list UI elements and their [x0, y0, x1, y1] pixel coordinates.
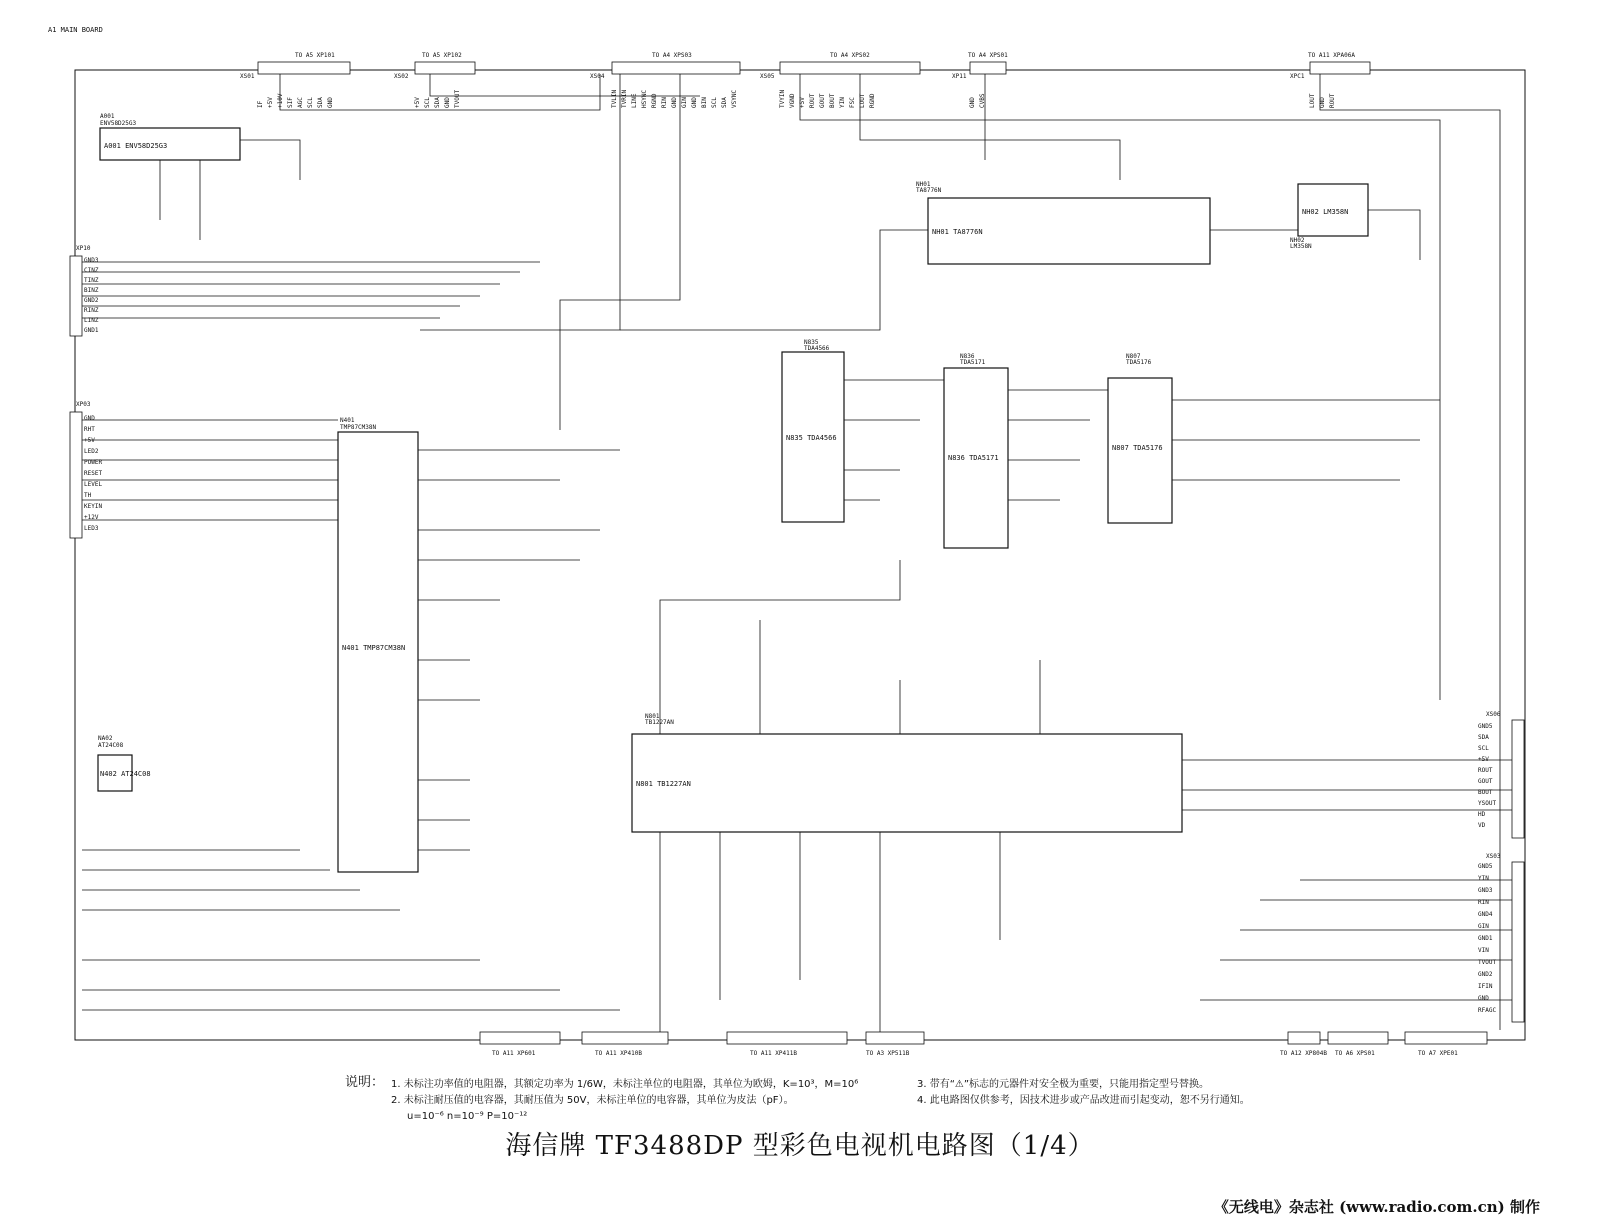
svg-text:XS01: XS01 — [240, 73, 255, 80]
pin-xs06-9: VD — [1478, 822, 1486, 829]
pin-xs02-3: GND — [444, 97, 451, 108]
svg-text:ENV58D25G3: ENV58D25G3 — [100, 120, 137, 127]
svg-text:N807: N807 — [1126, 353, 1141, 360]
svg-text:TDA4566: TDA4566 — [804, 345, 830, 352]
svg-text:N835: N835 — [804, 339, 819, 346]
pin-xs01-2: +10V — [277, 93, 284, 108]
svg-text:TO A4 XPS02: TO A4 XPS02 — [830, 52, 870, 59]
pin-xp10-7: GND1 — [84, 327, 99, 334]
pin-xs04-0: TVLIN — [611, 89, 618, 108]
pin-xs06-3: +5V — [1478, 756, 1489, 763]
pin-xp11-1: CVBS — [979, 93, 986, 108]
svg-text:TDA5171: TDA5171 — [960, 359, 986, 366]
svg-text:N401: N401 — [340, 417, 355, 424]
connector-xp11 — [952, 52, 1008, 80]
svg-text:TMP87CM38N: TMP87CM38N — [340, 424, 377, 431]
svg-text:TO A7 XPE01: TO A7 XPE01 — [1418, 1050, 1458, 1057]
pin-xs02-4: TVOUT — [454, 89, 461, 108]
pin-xp10-0: GND3 — [84, 257, 99, 264]
ic-label-n402: N402 AT24C08 — [100, 770, 151, 778]
pin-xs06-2: SCL — [1478, 745, 1489, 752]
pin-xp03-0: GND — [84, 415, 95, 422]
svg-text:TO A12 XP804B: TO A12 XP804B — [1280, 1050, 1327, 1057]
ic-label-n801: N801 TB1227AN — [636, 780, 691, 788]
svg-text:XS03: XS03 — [1486, 853, 1501, 860]
svg-text:XP03: XP03 — [76, 401, 91, 408]
pin-xs01-4: AGC — [297, 97, 304, 108]
pin-xs03-7: VIN — [1478, 947, 1489, 954]
svg-text:XP11: XP11 — [952, 73, 967, 80]
svg-text:XP10: XP10 — [76, 245, 91, 252]
pin-xs04-12: VSYNC — [731, 89, 738, 108]
connector-xs02 — [394, 52, 475, 80]
svg-text:XS05: XS05 — [760, 73, 775, 80]
pin-xs04-11: SDA — [721, 97, 728, 108]
pin-xs03-1: YIN — [1478, 875, 1489, 882]
svg-text:N801: N801 — [645, 713, 660, 720]
pin-xs04-4: RGND — [651, 93, 658, 108]
ic-nh02 — [1290, 184, 1368, 250]
ic-n801 — [632, 713, 1182, 832]
svg-text:TO A3 XP511B: TO A3 XP511B — [866, 1050, 910, 1057]
pin-xs06-7: YSOUT — [1478, 800, 1497, 807]
note-4: 4. 此电路图仅供参考，因技术进步或产品改进而引起变动，恕不另行通知。 — [917, 1095, 1250, 1106]
svg-text:NH02: NH02 — [1290, 237, 1305, 244]
pin-xs04-10: SCL — [711, 97, 718, 108]
ic-n807 — [1108, 353, 1172, 523]
pin-xs05-0: TVYIN — [779, 89, 786, 108]
svg-text:N836: N836 — [960, 353, 975, 360]
ic-label-n835: N835 TDA4566 — [786, 434, 837, 442]
pin-xp10-4: GND2 — [84, 297, 99, 304]
ic-a001 — [100, 113, 240, 160]
publisher-credit: 《无线电》杂志社 (www.radio.com.cn) 制作 — [1213, 1198, 1540, 1216]
pin-xs04-2: LINE — [631, 93, 638, 108]
svg-text:TO A11 XP411B: TO A11 XP411B — [750, 1050, 797, 1057]
pin-xs03-12: RFAGC — [1478, 1007, 1497, 1014]
pin-xs05-6: YIN — [839, 97, 846, 108]
svg-text:AT24C08: AT24C08 — [98, 742, 124, 749]
svg-text:TO A5 XP101: TO A5 XP101 — [295, 52, 335, 59]
pin-xs02-2: SDA — [434, 97, 441, 108]
note-1: 1. 未标注功率值的电阻器，其额定功率为 1/6W，未标注单位的电阻器，其单位为欧姆，K=10³，M=10⁶ — [391, 1079, 859, 1090]
pin-xs03-4: GND4 — [1478, 911, 1493, 918]
pin-xs01-7: GND — [327, 97, 334, 108]
svg-text:TO A11 XP410B: TO A11 XP410B — [595, 1050, 642, 1057]
ic-label-n836: N836 TDA5171 — [948, 454, 999, 462]
pin-xp03-7: TH — [84, 492, 92, 499]
connector-bottom-group — [480, 1032, 1487, 1057]
connector-xs04 — [590, 52, 740, 80]
pin-xp03-6: LEVEL — [84, 481, 103, 488]
svg-text:TA8776N: TA8776N — [916, 187, 942, 194]
notes-heading: 说明： — [345, 1075, 385, 1090]
pin-xs04-8: GND — [691, 97, 698, 108]
ic-label-nh02: NH02 LM358N — [1302, 208, 1349, 216]
pin-xs05-5: BOUT — [829, 93, 836, 108]
pin-xp03-5: RESET — [84, 470, 103, 477]
pin-xp03-4: POWER — [84, 459, 103, 466]
pin-xs05-4: GOUT — [819, 93, 826, 108]
note-3: 3. 带有“⚠”标志的元器件对安全极为重要，只能用指定型号替换。 — [917, 1079, 1210, 1090]
pin-xs02-1: SCL — [424, 97, 431, 108]
pin-xs06-6: BOUT — [1478, 789, 1493, 796]
pin-xs05-7: FSC — [849, 97, 856, 108]
pin-xs05-2: +5V — [799, 97, 806, 108]
svg-text:TO A6 XPS01: TO A6 XPS01 — [1335, 1050, 1375, 1057]
pin-xs03-10: IFIN — [1478, 983, 1493, 990]
pin-xp10-2: TINZ — [84, 277, 99, 284]
pin-xp03-1: RHT — [84, 426, 95, 433]
pin-xpc1-0: LOUT — [1309, 93, 1316, 108]
connector-xs06 — [1486, 711, 1524, 838]
pin-xs01-3: SIF — [287, 97, 294, 108]
pin-xpc1-1: GND — [1319, 97, 1326, 108]
svg-text:XS06: XS06 — [1486, 711, 1501, 718]
pin-xs03-9: GND2 — [1478, 971, 1493, 978]
page-title: 海信牌 TF3488DP 型彩色电视机电路图（1/4） — [505, 1131, 1095, 1161]
svg-text:TO A4 XPS01: TO A4 XPS01 — [968, 52, 1008, 59]
ic-label-nh01: NH01 TA8776N — [932, 228, 983, 236]
pin-xs04-7: GIN — [681, 97, 688, 108]
connector-xs01 — [240, 52, 350, 80]
pin-xs06-0: GND5 — [1478, 723, 1493, 730]
pin-xs06-5: GOUT — [1478, 778, 1493, 785]
pin-xs01-1: +5V — [267, 97, 274, 108]
pin-xs03-8: TVOUT — [1478, 959, 1497, 966]
connector-xs05 — [760, 52, 920, 80]
pin-xs01-5: SCL — [307, 97, 314, 108]
ic-nh01 — [916, 181, 1210, 264]
connector-xpc1 — [1290, 52, 1370, 80]
pin-xs03-6: GND1 — [1478, 935, 1493, 942]
svg-text:LM358N: LM358N — [1290, 243, 1312, 250]
svg-text:TO A11 XPA06A: TO A11 XPA06A — [1308, 52, 1355, 59]
pin-xs04-5: RIN — [661, 97, 668, 108]
pin-xs04-6: GND — [671, 97, 678, 108]
svg-text:TO A11 XP601: TO A11 XP601 — [492, 1050, 536, 1057]
pin-xs04-3: HSYNC — [641, 89, 648, 108]
svg-text:XS04: XS04 — [590, 73, 605, 80]
pin-xp10-6: LINZ — [84, 317, 99, 324]
ic-label-n807: N807 TDA5176 — [1112, 444, 1163, 452]
ic-n402 — [98, 735, 132, 791]
pin-xs03-2: GND3 — [1478, 887, 1493, 894]
svg-text:TO A4 XPS03: TO A4 XPS03 — [652, 52, 692, 59]
pin-xp03-8: KEYIN — [84, 503, 103, 510]
pin-xs01-0: IF — [257, 100, 264, 108]
svg-text:TO A5 XP102: TO A5 XP102 — [422, 52, 462, 59]
pin-xs05-1: VGND — [789, 93, 796, 108]
pin-xpc1-2: ROUT — [1329, 93, 1336, 108]
note-2: 2. 未标注耐压值的电容器，其耐压值为 50V，未标注单位的电容器，其单位为皮法（pF）。 — [391, 1095, 794, 1106]
svg-text:NA02: NA02 — [98, 735, 113, 742]
svg-text:TDA5176: TDA5176 — [1126, 359, 1152, 366]
pin-xs04-1: TVRIN — [621, 89, 628, 108]
pin-xs06-4: ROUT — [1478, 767, 1493, 774]
pin-xs03-0: GND5 — [1478, 863, 1493, 870]
svg-text:XS02: XS02 — [394, 73, 409, 80]
ic-n836 — [944, 353, 1008, 548]
pin-xp10-3: BINZ — [84, 287, 99, 294]
svg-text:XPC1: XPC1 — [1290, 73, 1305, 80]
svg-text:NH01: NH01 — [916, 181, 931, 188]
pin-xp03-10: LED3 — [84, 525, 99, 532]
pin-xp03-3: LED2 — [84, 448, 99, 455]
pin-xs06-1: SDA — [1478, 734, 1489, 741]
pin-xs05-8: LOUT — [859, 93, 866, 108]
svg-text:A001: A001 — [100, 113, 115, 120]
pin-xp10-5: RINZ — [84, 307, 99, 314]
pin-xs02-0: +5V — [414, 97, 421, 108]
board-label: A1 MAIN BOARD — [48, 26, 103, 34]
ic-label-n401: N401 TMP87CM38N — [342, 644, 406, 652]
pin-xp03-9: +12V — [84, 514, 99, 521]
pin-xs03-5: GIN — [1478, 923, 1489, 930]
note-units: u=10⁻⁶ n=10⁻⁹ P=10⁻¹² — [407, 1111, 528, 1122]
pin-xs03-3: RIN — [1478, 899, 1489, 906]
ic-label-a001: A001 ENV58D25G3 — [104, 142, 168, 150]
svg-text:TB1227AN: TB1227AN — [645, 719, 674, 726]
pin-xs05-3: ROUT — [809, 93, 816, 108]
pin-xs01-6: SDA — [317, 97, 324, 108]
pin-xp03-2: +5V — [84, 437, 95, 444]
pin-xs05-9: RGND — [869, 93, 876, 108]
pin-xp10-1: CINZ — [84, 267, 99, 274]
ic-n835 — [782, 339, 844, 522]
pin-xs03-11: GND — [1478, 995, 1489, 1002]
pin-xs06-8: HD — [1478, 811, 1486, 818]
pin-xp11-0: GND — [969, 97, 976, 108]
pin-xs04-9: BIN — [701, 97, 708, 108]
